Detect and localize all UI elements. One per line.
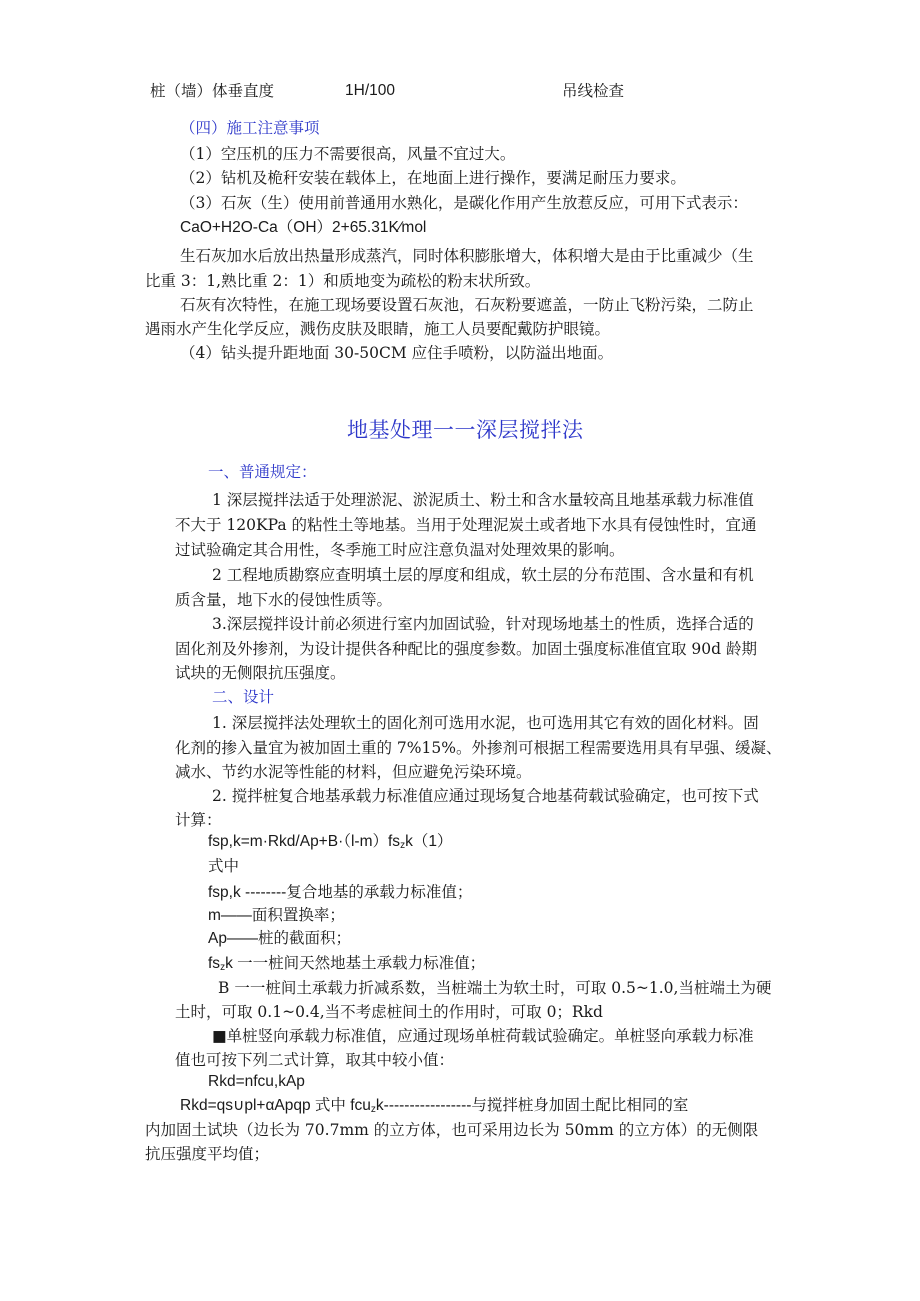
paragraph: B 一一桩间土承载力折减系数，当桩端土为软土时，可取 0.5~1.0,当桩端土为硬 xyxy=(218,979,772,997)
formula-lime: CaO+H2O-Ca（OH）2+65.31K∕mol xyxy=(180,219,427,236)
paragraph: 化剂的掺入量宜为被加固土重的 7%15%。外掺剂可根据工程需要选用具有早强、缓凝、 xyxy=(175,739,782,757)
paragraph: 土时，可取 0.1~0.4,当不考虑桩间土的作用时，可取 0；Rkd xyxy=(175,1003,603,1021)
paragraph: （4）钻头提升距地面 30-50CM 应住手喷粉，以防溢出地面。 xyxy=(180,344,614,362)
formula-part: fsp,k=m·Rkd/Ap+B·（l-m）fs xyxy=(208,833,401,850)
paragraph: 生石灰加水后放出热量形成蒸汽，同时体积膨胀增大，体积增大是由于比重减少（生 xyxy=(180,247,754,265)
where-label: 式中 xyxy=(208,857,240,875)
paragraph: 2. 搅拌桩复合地基承载力标准值应通过现场复合地基荷载试验确定，也可按下式 xyxy=(212,787,759,805)
formula-part: k-----------------与搅拌桩身加固土配比相同的室 xyxy=(375,1097,689,1114)
definition-subscript: z xyxy=(220,962,226,973)
paragraph: 固化剂及外掺剂，为设计提供各种配比的强度参数。加固土强度标准值宜取 90d 龄期 xyxy=(175,640,758,658)
paragraph: 内加固土试块（边长为 70.7mm 的立方体，也可采用边长为 50mm 的立方体）的无侧限 xyxy=(145,1121,759,1139)
formula-composite xyxy=(208,831,452,857)
paragraph: 1 深层搅拌法适于处理淤泥、淤泥质土、粉土和含水量较高且地基承载力标准值 xyxy=(212,491,754,509)
paragraph: 石灰有次特性，在施工现场要设置石灰池，石灰粉要遮盖，一防止飞粉污染，二防止 xyxy=(180,296,754,314)
paragraph: （2）钻机及桅秆安装在载体上，在地面上进行操作，要满足耐压力要求。 xyxy=(180,169,686,187)
paragraph: 比重 3：1,熟比重 2：1）和质地变为疏松的粉末状所致。 xyxy=(145,272,541,290)
definition-part: fs xyxy=(208,955,221,972)
table-cell-tolerance: 1H/100 xyxy=(345,82,395,99)
formula-part: Rkd=qs∪pl+αApqp 式中 fcu xyxy=(180,1097,371,1114)
paragraph: 质含量，地下水的侵蚀性质等。 xyxy=(175,591,393,609)
definition: m——面积置换率； xyxy=(208,907,345,924)
paragraph: 不大于 120KPa 的粘性土等地基。当用于处理泥炭土或者地下水具有侵蚀性时，宜通 xyxy=(175,516,757,534)
definition: Ap——桩的截面积； xyxy=(208,930,351,947)
paragraph: （3）石灰（生）使用前普通用水熟化，是碳化作用产生放惹反应，可用下式表示： xyxy=(180,194,748,212)
paragraph: （1）空压机的压力不需要很高，风量不宜过大。 xyxy=(180,145,516,163)
formula-part: k（1） xyxy=(405,833,453,850)
paragraph: 1. 深层搅拌法处理软土的固化剂可选用水泥，也可选用其它有效的固化材料。固 xyxy=(212,714,759,732)
paragraph: 减水、节约水泥等性能的材料，但应避免污染环境。 xyxy=(175,763,532,781)
paragraph: ■单桩竖向承载力标准值，应通过现场单桩荷载试验确定。单桩竖向承载力标准 xyxy=(212,1027,754,1045)
paragraph: 过试验确定其合用性，冬季施工时应注意负温对处理效果的影响。 xyxy=(175,541,625,559)
section-heading-precautions: （四）施工注意事项 xyxy=(180,119,320,137)
paragraph: 抗压强度平均值； xyxy=(145,1145,270,1163)
page-title: 地基处理一一深层搅拌法 xyxy=(347,418,584,442)
paragraph: 计算： xyxy=(175,811,222,829)
table-cell-method: 吊线检查 xyxy=(562,82,625,100)
formula-rkd-1: Rkd=nfcu,kAp xyxy=(208,1073,305,1090)
paragraph: 试块的无侧限抗压强度。 xyxy=(175,664,346,682)
paragraph: 值也可按下列二式计算，取其中较小值： xyxy=(175,1051,455,1069)
formula-rkd-2 xyxy=(180,1095,688,1121)
section-heading-general: 一、普通规定： xyxy=(208,463,317,481)
definition: fsp,k --------复合地基的承载力标准值； xyxy=(208,884,473,901)
formula-subscript: z xyxy=(370,1104,376,1115)
paragraph: 3.深层搅拌设计前必须进行室内加固试验，针对现场地基土的性质，选择合适的 xyxy=(212,615,754,633)
definition xyxy=(208,953,485,979)
section-heading-design: 二、设计 xyxy=(212,688,275,706)
table-cell-item: 桩（墙）体垂直度 xyxy=(150,82,275,100)
definition-part: k 一一桩间天然地基土承载力标准值； xyxy=(225,955,486,972)
paragraph: 遇雨水产生化学反应，溅伤皮肤及眼睛，施工人员要配戴防护眼镜。 xyxy=(145,320,611,338)
paragraph: 2 工程地质勘察应查明填土层的厚度和组成，软土层的分布范围、含水量和有机 xyxy=(212,566,754,584)
formula-subscript: z xyxy=(400,840,406,851)
